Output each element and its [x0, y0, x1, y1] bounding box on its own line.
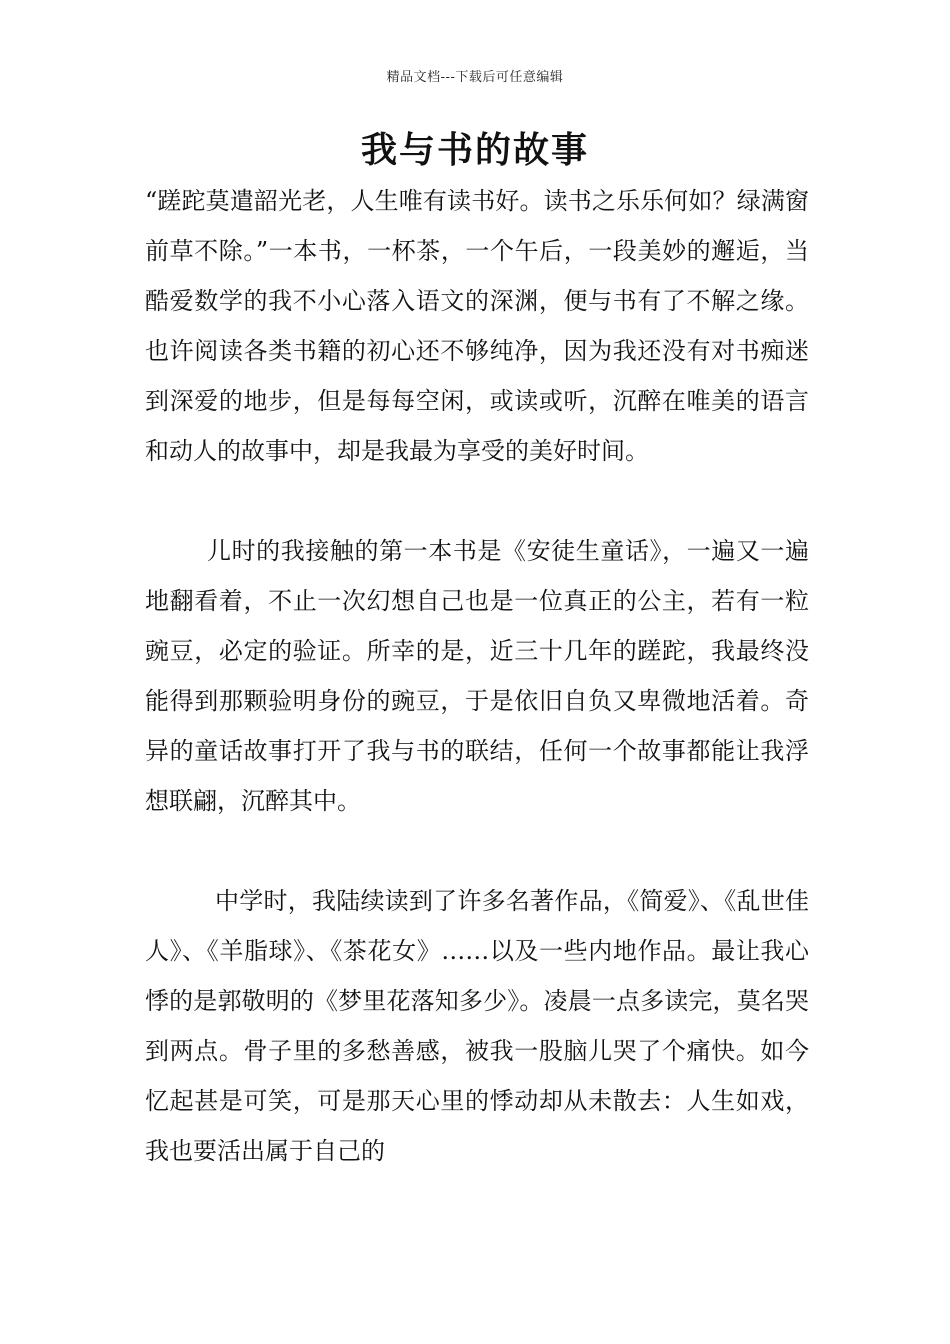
paragraph-2: 儿时的我接触的第一本书是《安徒生童话》，一遍又一遍地翻看着，不止一次幻想自己也是一位真正的公主，若有一粒豌豆，必定的验证。所幸的是，近三十几年的蹉跎，我最终没能得到那颗验明身份的豌豆，于是依旧自负又卑微地活着。奇异的童话故事打开了我与书的联结，任何一个故事都能让我浮想联翩，沉醉其中。 [145, 537, 809, 815]
paragraph-3: 中学时，我陆续读到了许多名著作品，《简爱》、《乱世佳人》、《羊脂球》、《茶花女》……以及一些内地作品。最让我心悸的是郭敬明的《梦里花落知多少》。凌晨一点多读完，莫名哭到两点。骨子里的多愁善感，被我一股脑儿哭了个痛快。如今忆起甚是可笑，可是那天心里的悸动却从未散去：人生如戏，我也要活出属于自己的 [145, 887, 809, 1165]
document-title: 我与书的故事 [360, 129, 589, 171]
document-body [145, 176, 809, 1176]
header-note: 精品文档---下载后可任意编辑 [386, 70, 564, 85]
paragraph-1: “蹉跎莫遣韶光老，人生唯有读书好。读书之乐乐何如？绿满窗前草不除。”一本书，一杯茶，一个午后，一段美妙的邂逅，当酷爱数学的我不小心落入语文的深渊，便与书有了不解之缘。也许阅读各类书籍的初心还不够纯净，因为我还没有对书痴迷到深爱的地步，但是每每空闲，或读或听，沉醉在唯美的语言和动人的故事中，却是我最为享受的美好时间。 [145, 187, 809, 465]
